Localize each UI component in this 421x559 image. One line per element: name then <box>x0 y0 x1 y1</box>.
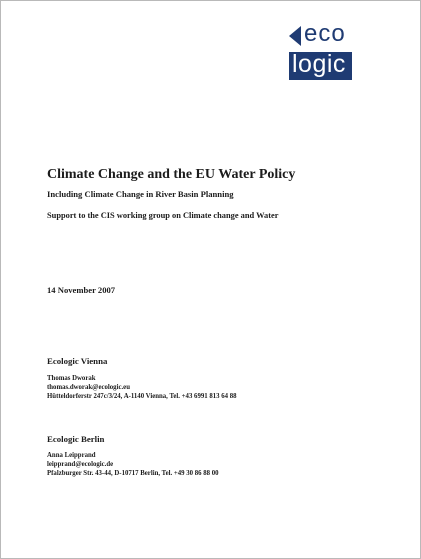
logo-box <box>289 52 352 80</box>
ecologic-logo <box>289 20 353 81</box>
office-berlin-name: Ecologic Berlin <box>47 434 105 444</box>
contact-email: leipprand@ecologic.de <box>47 461 114 468</box>
document-date: 14 November 2007 <box>47 285 116 295</box>
contact-person: Anna Leipprand <box>47 452 96 459</box>
office-vienna-name: Ecologic Vienna <box>47 356 108 366</box>
office-vienna-contact <box>47 374 237 401</box>
contact-address: Hütteldorferstr 247c/3/24, A-1140 Vienna, Tel. +43 6991 813 64 88 <box>47 393 237 400</box>
contact-address: Pfalzburger Str. 43-44, D-10717 Berlin, Tel. +49 30 86 88 00 <box>47 470 219 477</box>
document-subtitle: Including Climate Change in River Basin Planning <box>47 189 234 199</box>
logo-bottom-text: logic <box>292 50 346 78</box>
document-title: Climate Change and the EU Water Policy <box>47 167 296 182</box>
logo-top-text: eco <box>304 20 346 47</box>
contact-email: thomas.dworak@ecologic.eu <box>47 384 130 391</box>
logo-triangle-icon <box>289 26 301 46</box>
office-berlin-contact <box>47 451 219 478</box>
contact-person: Thomas Dworak <box>47 375 96 382</box>
support-line: Support to the CIS working group on Climate change and Water <box>47 211 279 220</box>
